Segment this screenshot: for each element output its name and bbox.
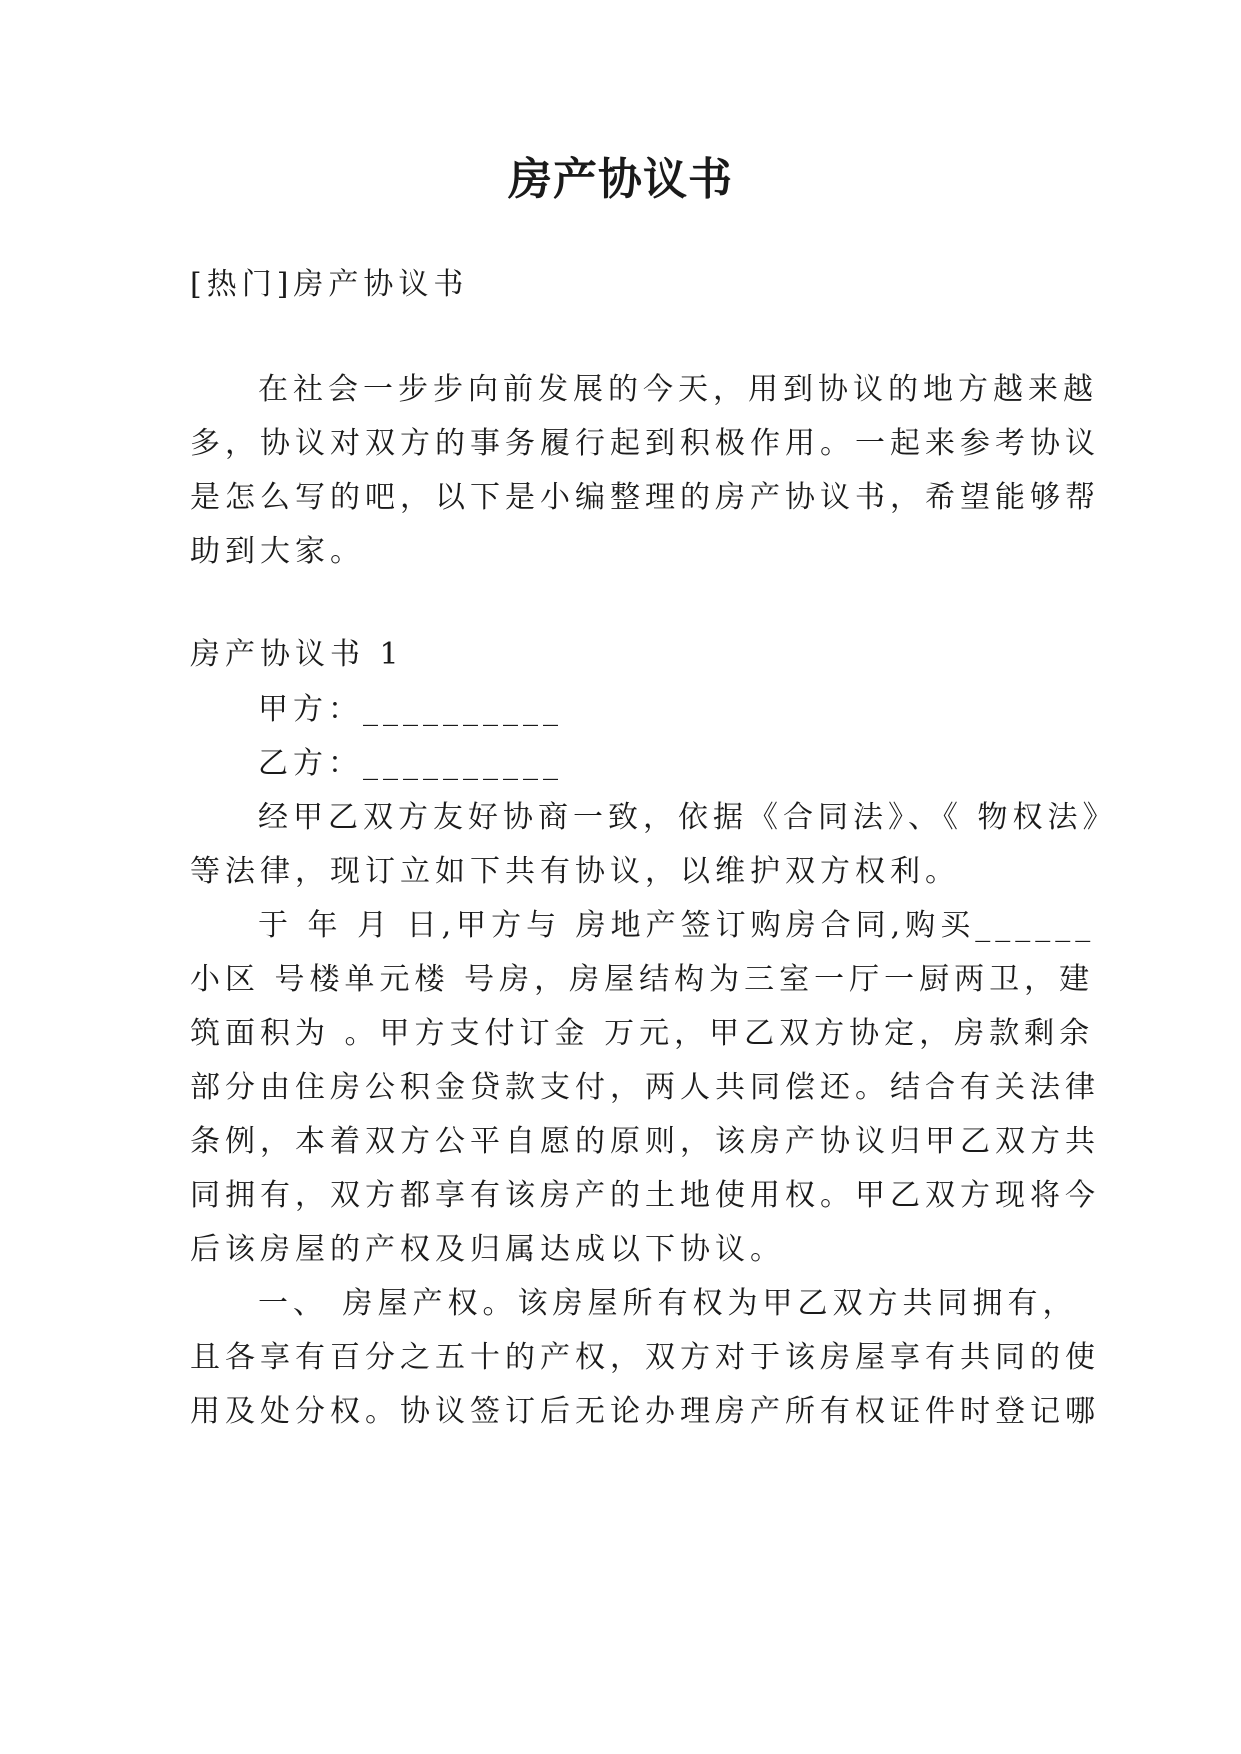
body-line-8: 同拥有，双方都享有该房产的土地使用权。甲乙双方现将今 — [190, 1178, 1100, 1213]
body-line-9: 后该房屋的产权及归属达成以下协议。 — [190, 1232, 785, 1267]
body-line-1: 经甲乙双方友好协商一致，依据《合同法》、《 物权法》 — [258, 800, 1118, 835]
body-line-4: 小区 号楼单元楼 号房，房屋结构为三室一厅一厨两卫，建 — [190, 962, 1095, 997]
body-line-12: 用及处分权。协议签订后无论办理房产所有权证件时登记哪 — [190, 1394, 1100, 1429]
body-line-10: 一、 房屋产权。该房屋所有权为甲乙双方共同拥有， — [258, 1286, 1078, 1321]
intro-line-4: 助到大家。 — [190, 534, 365, 569]
body-line-11: 且各享有百分之五十的产权，双方对于该房屋享有共同的使 — [190, 1340, 1100, 1375]
section-heading: 房产协议书 1 — [190, 637, 404, 672]
document-subtitle: [热门]房产协议书 — [190, 267, 469, 302]
body-line-7: 条例，本着双方公平自愿的原则，该房产协议归甲乙双方共 — [190, 1124, 1100, 1159]
party-a-line: 甲方：__________ — [258, 692, 563, 727]
party-b-line: 乙方：__________ — [258, 746, 563, 781]
intro-line-1: 在社会一步步向前发展的今天，用到协议的地方越来越 — [258, 372, 1098, 407]
body-line-5: 筑面积为 。甲方支付订金 万元，甲乙双方协定，房款剩余 — [190, 1016, 1095, 1051]
document-title: 房产协议书 — [508, 154, 733, 205]
body-line-2: 等法律，现订立如下共有协议，以维护双方权利。 — [190, 854, 960, 889]
body-line-6: 部分由住房公积金贷款支付，两人共同偿还。结合有关法律 — [190, 1070, 1100, 1105]
intro-line-2: 多，协议对双方的事务履行起到积极作用。一起来参考协议 — [190, 426, 1100, 461]
intro-line-3: 是怎么写的吧，以下是小编整理的房产协议书，希望能够帮 — [190, 480, 1100, 515]
body-line-3: 于 年 月 日,甲方与 房地产签订购房合同,购买______ — [258, 908, 1096, 943]
